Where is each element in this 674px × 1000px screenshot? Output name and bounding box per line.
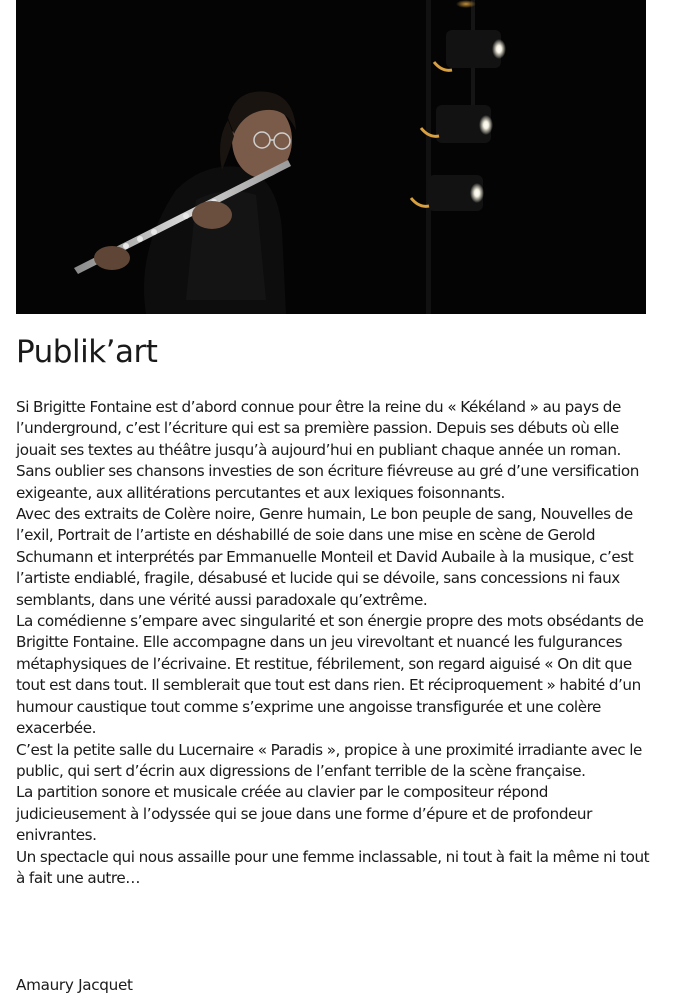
article-body [16,397,656,889]
article-paragraph: Avec des extraits de Colère noire, Genre humain, Le bon peuple de sang, Nouvelles de l’exil, Portrait de l’artiste en déshabillé de soie dans une mise en scène de Gerold Schumann et interprétés par Emmanuelle Monteil et David Aubaile à la musique, c’est l’artiste endiablé, fragile, désabusé et lucide qui se dévoile, sans concessions ni faux semblants, dans une vérité aussi paradoxale qu’extrême. [16,505,634,609]
article-paragraph: Un spectacle qui nous assaille pour une femme inclassable, ni tout à fait la même ni tout à fait une autre… [16,847,650,887]
flutist-stage-photo-icon [16,0,646,314]
article-author: Amaury Jacquet [16,976,133,994]
article-paragraph: C’est la petite salle du Lucernaire « Paradis », propice à une proximité irradiante avec le public, qui sert d’écrin aux digressions de l’enfant terrible de la scène française. [16,740,642,780]
article-paragraph: La partition sonore et musicale créée au clavier par le compositeur répond judicieusement à l’odyssée qui se joue dans une forme d’épure et de profondeur enivrantes. [16,783,592,845]
article-title: Publik’art [16,334,158,370]
article-paragraph: Si Brigitte Fontaine est d’abord connue pour être la reine du « Kékéland » au pays de l’underground, c’est l’écriture qui est sa première passion. Depuis ses débuts où elle jouait ses textes au théâtre jusqu’à aujourd’hui en publiant chaque année un roman. Sans oublier ses chansons investies de son écriture fiévreuse au gré d’une versification exigeante, aux allitérations percutantes et aux lexiques foisonnants. [16,398,639,502]
article-paragraph: La comédienne s’empare avec singularité et son énergie propre des mots obsédants de Brigitte Fontaine. Elle accompagne dans un jeu virevoltant et nuancé les fulgurances métaphysiques de l’écrivaine. Et restitue, fébrilement, son regard aiguisé « On dit que tout est dans tout. Il semblerait que tout est dans rien. Et réciproquement » habité d’un humour caustique tout comme s’exprime une angoisse transfigurée et une colère exacerbée. [16,612,644,738]
article-photo [16,0,646,314]
